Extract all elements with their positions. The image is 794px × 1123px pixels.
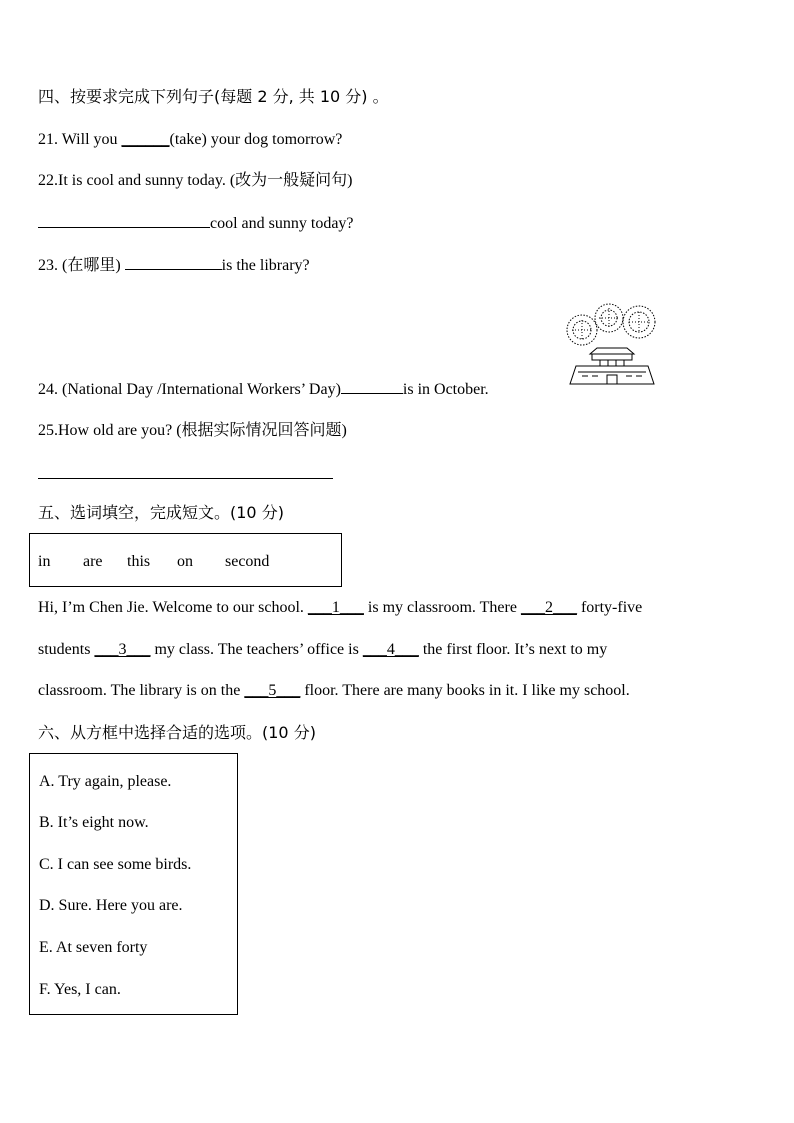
word-bank-item: second [225, 553, 270, 570]
q21-blank[interactable]: ______ [121, 131, 170, 148]
q24-pre: 24. (National Day /International Workers’ Day) [38, 381, 341, 398]
passage-text: classroom. The library is on the [38, 682, 245, 699]
word-bank [29, 533, 342, 587]
question-23 [38, 255, 310, 276]
q24-blank[interactable] [341, 379, 403, 394]
option-f: F. Yes, I can. [39, 981, 121, 998]
section-5-heading: 五、选词填空，完成短文。(10 分) [38, 503, 284, 522]
option-b: B. It’s eight now. [39, 814, 149, 831]
q24-post: is in October. [402, 381, 489, 398]
passage-line-3 [38, 681, 630, 701]
question-24 [38, 379, 489, 400]
options-box [29, 753, 238, 1015]
passage-line-1 [38, 598, 642, 618]
section-4-heading: 四、按要求完成下列句子(每题 2 分, 共 10 分) 。 [38, 87, 389, 106]
tiananmen-fireworks-icon [562, 300, 666, 388]
option-c: C. I can see some birds. [39, 856, 192, 873]
section-6-heading: 六、从方框中选择合适的选项。(10 分) [38, 723, 316, 742]
word-bank-item: in [38, 553, 51, 570]
q23-post: is the library? [221, 257, 310, 274]
passage-text: my class. The teachers’ office is [150, 641, 363, 658]
question-25: 25.How old are you? (根据实际情况回答问题) [38, 422, 347, 439]
option-d: D. Sure. Here you are. [39, 897, 183, 914]
passage-line-2 [38, 640, 607, 660]
passage-blank-1[interactable]: ___1___ [307, 599, 364, 616]
passage-text: is my classroom. There [363, 599, 521, 616]
q25-answer-line[interactable] [38, 478, 333, 479]
q22-post: cool and sunny today? [210, 215, 354, 232]
word-bank-item: are [83, 553, 103, 570]
word-bank-item: on [177, 553, 193, 570]
passage-text: the first floor. It’s next to my [418, 641, 608, 658]
passage-blank-4[interactable]: ___4___ [362, 641, 419, 658]
q21-pre: 21. Will you [38, 131, 122, 148]
option-e: E. At seven forty [39, 939, 148, 956]
passage-text: floor. There are many books in it. I like my school. [300, 682, 630, 699]
passage-blank-2[interactable]: ___2___ [520, 599, 577, 616]
q22-blank[interactable] [38, 213, 210, 228]
question-22-line2 [38, 213, 354, 234]
q21-post: (take) your dog tomorrow? [169, 131, 343, 148]
passage-blank-5[interactable]: ___5___ [244, 682, 301, 699]
passage-text: forty-five [576, 599, 643, 616]
passage-text: students [38, 641, 95, 658]
word-bank-item: this [127, 553, 151, 570]
q23-pre: 23. (在哪里) [38, 257, 125, 274]
passage-blank-3[interactable]: ___3___ [94, 641, 151, 658]
question-22-line1: 22.It is cool and sunny today. (改为一般疑问句) [38, 172, 353, 189]
q23-blank[interactable] [125, 255, 222, 270]
passage-text: Hi, I’m Chen Jie. Welcome to our school. [38, 599, 308, 616]
question-21 [38, 130, 342, 150]
option-a: A. Try again, please. [39, 773, 172, 790]
